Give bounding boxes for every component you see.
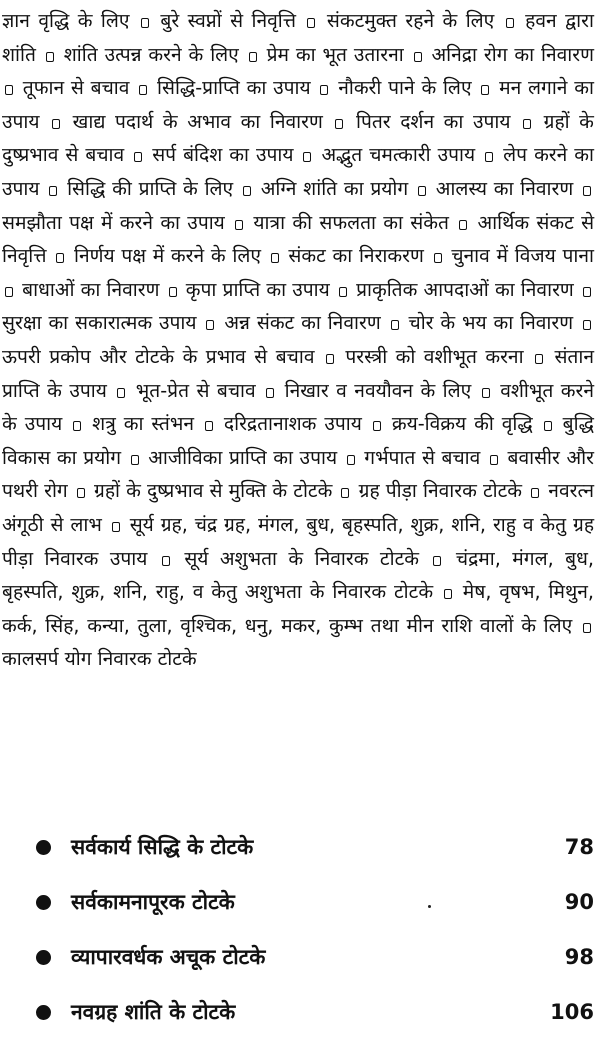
checkbox-bullet-icon (235, 220, 243, 230)
checkbox-bullet-icon (169, 287, 177, 297)
topic-item: परस्त्री को वशीभूत करना (345, 344, 524, 368)
topic-item: निर्णय पक्ष में करने के लिए (73, 244, 261, 268)
topic-item: आजीविका प्राप्ति का उपाय (148, 445, 338, 469)
chapter-page-number: 98 (564, 945, 594, 969)
checkbox-bullet-icon (141, 18, 149, 28)
chapter-title: सर्वकामनापूरक टोटके (71, 890, 235, 914)
chapter-title: नवग्रह शांति के टोटके (71, 1000, 236, 1024)
topic-item: बाधाओं का निवारण (22, 277, 160, 301)
topic-item: कृपा प्राप्ति का उपाय (185, 277, 330, 301)
topic-item: चुनाव में विजय पाना (451, 244, 594, 268)
chapter-page-number: 106 (550, 1000, 594, 1024)
topic-item: समझौता पक्ष में करने का उपाय (2, 210, 225, 234)
checkbox-bullet-icon (459, 220, 467, 230)
checkbox-bullet-icon (506, 18, 514, 28)
chapter-page-number: 78 (564, 835, 594, 859)
checkbox-bullet-icon (320, 85, 328, 95)
checkbox-bullet-icon (205, 421, 213, 431)
checkbox-bullet-icon (162, 556, 170, 566)
topic-item: चंद्रमा, मंगल, बुध, बृहस्पति, शुक्र, शनि, राहु, व केतु अशुभता के निवारक टोटके (2, 546, 594, 604)
checkbox-bullet-icon (341, 488, 349, 498)
topic-item: अग्नि शांति का प्रयोग (260, 176, 409, 200)
topic-item: नौकरी पाने के लिए (338, 76, 472, 100)
checkbox-bullet-icon (583, 623, 591, 633)
checkbox-bullet-icon (339, 287, 347, 297)
topic-item: शांति उत्पन्न करने के लिए (63, 42, 239, 66)
checkbox-bullet-icon (335, 119, 343, 129)
topic-item: अनिद्रा रोग का निवारण (431, 42, 594, 66)
checkbox-bullet-icon (444, 589, 452, 599)
checkbox-bullet-icon (77, 488, 85, 498)
chapter-page-number: 90 (564, 890, 594, 914)
checkbox-bullet-icon (523, 119, 531, 129)
checkbox-bullet-icon (46, 52, 54, 62)
topic-item: कालसर्प योग निवारक टोटके (2, 647, 197, 671)
topic-item: सर्प बंदिश का उपाय (152, 143, 294, 167)
topic-item: हवन द्वारा शांति (2, 9, 594, 66)
topic-item: ग्रहों के दुष्प्रभाव से बचाव (2, 109, 594, 167)
checkbox-bullet-icon (583, 186, 591, 196)
checkbox-bullet-icon (303, 152, 311, 162)
checkbox-bullet-icon (243, 186, 251, 196)
topic-item: भूत-प्रेत से बचाव (135, 378, 256, 402)
topic-item: प्राकृतिक आपदाओं का निवारण (356, 277, 574, 301)
checkbox-bullet-icon (73, 421, 81, 431)
chapter-list (36, 825, 594, 1045)
topic-item: मन लगाने का उपाय (2, 76, 594, 133)
chapter-row (36, 825, 594, 869)
checkbox-bullet-icon (266, 388, 274, 398)
chapter-row (36, 880, 594, 924)
checkbox-bullet-icon (531, 488, 539, 498)
checkbox-bullet-icon (52, 119, 60, 129)
topic-item: ऊपरी प्रकोप और टोटके के प्रभाव से बचाव (2, 344, 315, 368)
topic-item: बवासीर और पथरी रोग (2, 445, 594, 503)
topic-item: प्रेम का भूत उतारना (266, 42, 404, 66)
checkbox-bullet-icon (347, 455, 355, 465)
topic-item: मेष, वृषभ, मिथुन, कर्क, सिंह, कन्या, तुला, वृश्चिक, धनु, मकर, कुम्भ तथा मीन राशि वालों के लिए (2, 580, 594, 637)
topic-item: ज्ञान वृद्धि के लिए (2, 9, 130, 32)
topic-item: सिद्धि की प्राप्ति के लिए (67, 176, 234, 200)
topic-item: आर्थिक संकट से निवृत्ति (2, 210, 595, 268)
topic-item: ग्रह पीड़ा निवारक टोटके (358, 479, 523, 503)
topic-item: अद्भुत चमत्कारी उपाय (321, 143, 476, 167)
topic-item: दरिद्रतानाशक उपाय (223, 412, 362, 436)
checkbox-bullet-icon (433, 556, 441, 566)
checkbox-bullet-icon (271, 253, 279, 263)
checkbox-bullet-icon (490, 455, 498, 465)
topic-item: अन्न संकट का निवारण (224, 311, 381, 335)
checkbox-bullet-icon (482, 388, 490, 398)
checkbox-bullet-icon (535, 354, 543, 364)
checkbox-bullet-icon (373, 421, 381, 431)
checkbox-bullet-icon (481, 85, 489, 95)
topic-item: सुरक्षा का सकारात्मक उपाय (2, 311, 197, 335)
topic-item: गर्भपात से बचाव (364, 445, 481, 469)
topic-item: क्रय-विक्रय की वृद्धि (391, 412, 533, 436)
checkbox-bullet-icon (5, 85, 13, 95)
checkbox-bullet-icon (139, 85, 147, 95)
checkbox-bullet-icon (583, 287, 591, 297)
topic-item: सूर्य अशुभता के निवारक टोटके (184, 546, 419, 570)
checkbox-bullet-icon (206, 320, 214, 330)
print-speck (428, 905, 431, 908)
checkbox-bullet-icon (307, 18, 315, 28)
bullet-dot-icon (36, 1005, 51, 1020)
topic-item: खाद्य पदार्थ के अभाव का निवारण (72, 109, 323, 133)
topic-list-paragraph (2, 4, 594, 676)
topic-item: पितर दर्शन का उपाय (355, 109, 511, 133)
topic-item: संतान प्राप्ति के उपाय (2, 344, 594, 402)
checkbox-bullet-icon (112, 522, 120, 532)
checkbox-bullet-icon (117, 388, 125, 398)
checkbox-bullet-icon (583, 320, 591, 330)
checkbox-bullet-icon (49, 186, 57, 196)
topic-item: नवरत्न अंगूठी से लाभ (2, 479, 595, 536)
checkbox-bullet-icon (485, 152, 493, 162)
chapter-title: सर्वकार्य सिद्धि के टोटके (71, 835, 254, 859)
checkbox-bullet-icon (418, 186, 426, 196)
bullet-dot-icon (36, 895, 51, 910)
checkbox-bullet-icon (414, 52, 422, 62)
topic-item: यात्रा की सफलता का संकेत (253, 210, 449, 234)
topic-item: आलस्य का निवारण (435, 176, 574, 200)
topic-item: शत्रु का स्तंभन (92, 412, 194, 436)
topic-item: सूर्य ग्रह, चंद्र ग्रह, मंगल, बुध, बृहस्पति, शुक्र, शनि, राहु व केतु ग्रह पीड़ा निवारक उपाय (2, 512, 595, 570)
checkbox-bullet-icon (544, 421, 552, 431)
topic-item: सिद्धि-प्राप्ति का उपाय (157, 76, 311, 100)
checkbox-bullet-icon (326, 354, 334, 364)
checkbox-bullet-icon (56, 253, 64, 263)
checkbox-bullet-icon (134, 152, 142, 162)
chapter-title: व्यापारवर्धक अचूक टोटके (71, 945, 266, 969)
topic-item: वशीभूत करने के उपाय (2, 378, 595, 436)
chapter-row (36, 935, 594, 979)
topic-item: संकटमुक्त रहने के लिए (326, 9, 495, 32)
checkbox-bullet-icon (249, 52, 257, 62)
checkbox-bullet-icon (434, 253, 442, 263)
checkbox-bullet-icon (131, 455, 139, 465)
bullet-dot-icon (36, 840, 51, 855)
topic-item: लेप करने का उपाय (2, 143, 595, 200)
topic-item: बुरे स्वप्नों से निवृत्ति (160, 9, 297, 32)
topic-item: तूफान से बचाव (22, 76, 130, 100)
topic-item: निखार व नवयौवन के लिए (284, 378, 472, 402)
topic-item: संकट का निराकरण (288, 244, 424, 268)
checkbox-bullet-icon (391, 320, 399, 330)
bullet-dot-icon (36, 950, 51, 965)
topic-item: चोर के भय का निवारण (408, 311, 574, 335)
topic-item: ग्रहों के दुष्प्रभाव से मुक्ति के टोटके (94, 479, 333, 503)
topic-item: बुद्धि विकास का प्रयोग (2, 412, 594, 469)
checkbox-bullet-icon (5, 287, 13, 297)
